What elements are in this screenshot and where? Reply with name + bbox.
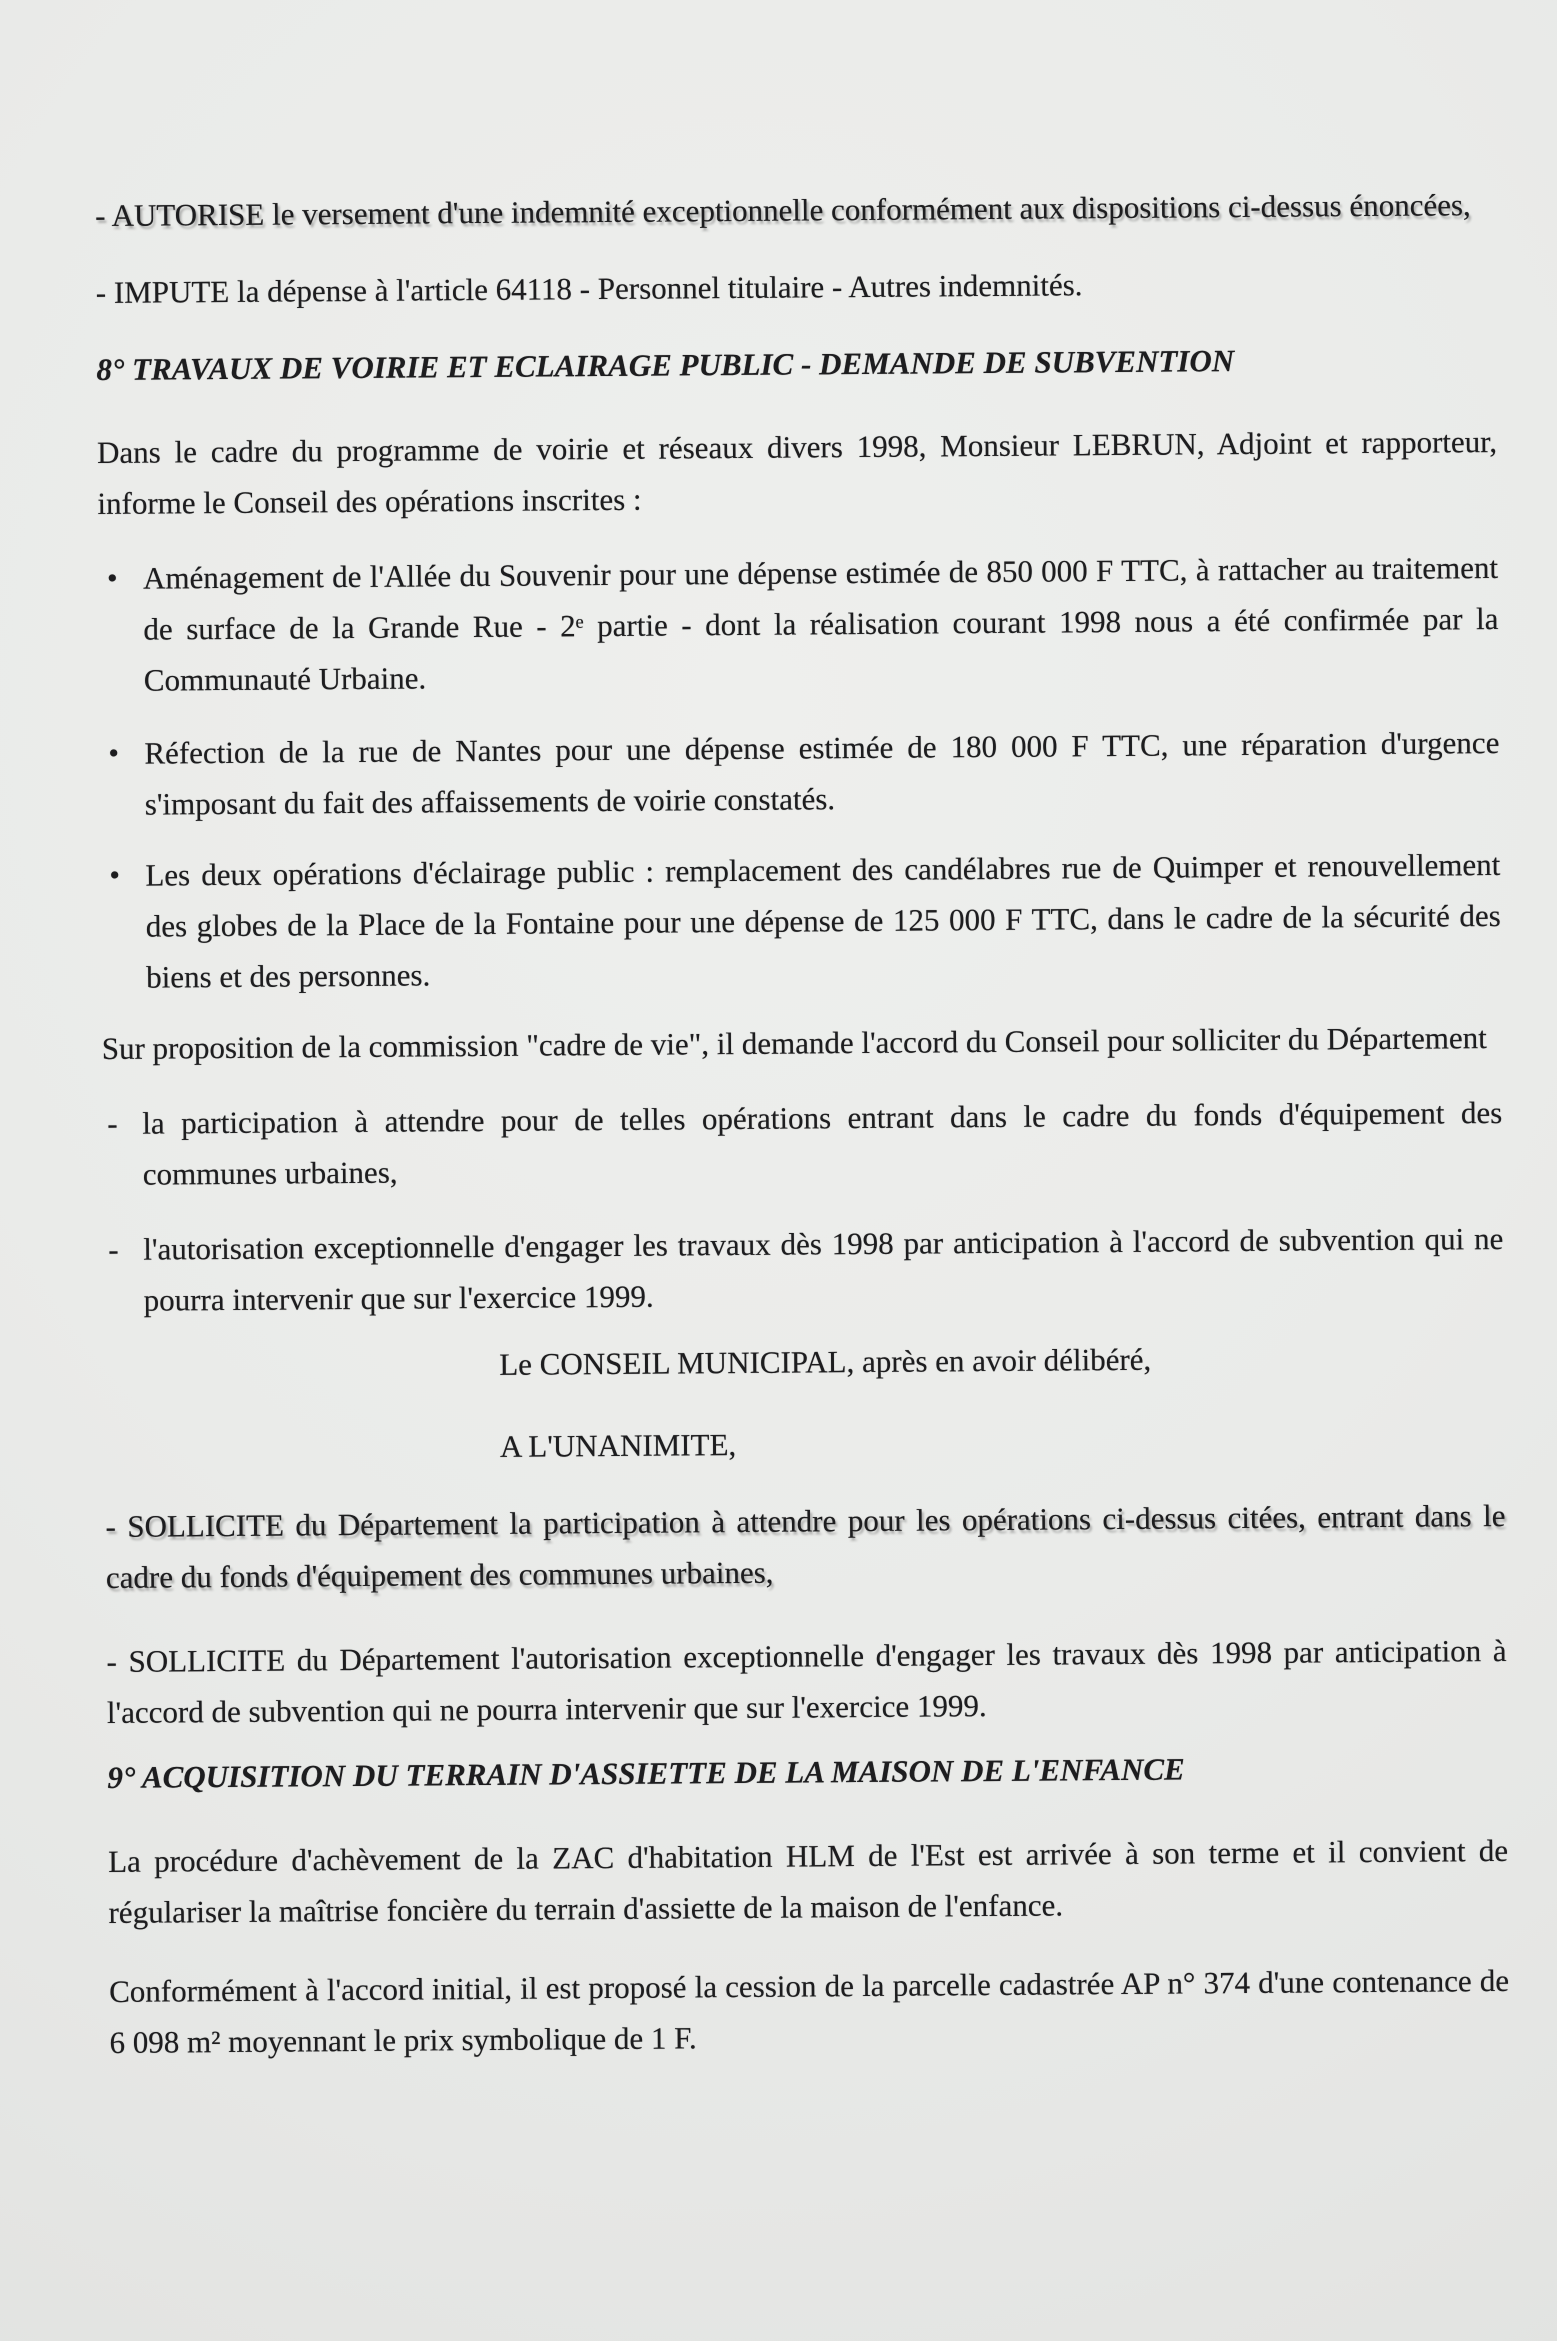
- paragraph-sollicite-autorisation: - SOLLICITE du Département l'autorisation exceptionnelle d'engager les travaux dès 1998 par anticipation à l'accord de subvention qui ne pourra intervenir que sur l'exercice 1999.: [106, 1632, 1507, 1730]
- bullet-item-text: Réfection de la rue de Nantes pour une dépense estimée de 180 000 F TTC, une réparation d'urgence s'imposant du fait des affaissements de voirie constatés.: [144, 724, 1500, 822]
- bullet-icon: •: [109, 858, 121, 892]
- section-heading-9-acquisition-terrain: 9° ACQUISITION DU TERRAIN D'ASSIETTE DE LA MAISON DE L'ENFANCE: [107, 1751, 1185, 1795]
- dash-item-text: la participation à attendre pour de telles opérations entrant dans le cadre du fonds d'équipement des communes urbaines,: [142, 1094, 1503, 1192]
- dash-icon: -: [107, 1105, 118, 1141]
- dash-item-participation-fonds: [102, 1087, 1503, 1200]
- paragraph-impute: - IMPUTE la dépense à l'article 64118 - Personnel titulaire - Autres indemnités.: [95, 267, 1083, 310]
- bullet-item-amenagement-allee-souvenir: [98, 542, 1499, 706]
- bullet-icon: •: [106, 561, 118, 595]
- paragraph-programme-voirie-intro: Dans le cadre du programme de voirie et réseaux divers 1998, Monsieur LEBRUN, Adjoint et rapporteur, informe le Conseil des opérations inscrites :: [96, 423, 1498, 521]
- dash-item-autorisation-travaux: [103, 1213, 1504, 1326]
- bullet-icon: •: [108, 736, 120, 770]
- paragraph-sollicite-participation: - SOLLICITE du Département la participation à attendre pour les opérations ci-dessus citées, entrant dans le cadre du fonds d'équipement des communes urbaines,: [105, 1497, 1506, 1595]
- bullet-item-refection-rue-nantes: [99, 717, 1500, 830]
- paragraph-sur-proposition-commission: Sur proposition de la commission "cadre de vie", il demande l'accord du Conseil pour solliciter du Département: [101, 1020, 1487, 1066]
- bullet-item-eclairage-public: [100, 839, 1501, 1003]
- document-text-body: [95, 179, 1510, 2094]
- paragraph-autorise: - AUTORISE le versement d'une indemnité exceptionnelle conformément aux dispositions ci-dessus énoncées,: [95, 187, 1471, 233]
- line-a-l-unanimite: A L'UNANIMITE,: [499, 1427, 737, 1464]
- dash-item-text: l'autorisation exceptionnelle d'engager les travaux dès 1998 par anticipation à l'accord de subvention qui ne pourra intervenir que sur l'exercice 1999.: [143, 1220, 1504, 1318]
- paragraph-procedure-zac: La procédure d'achèvement de la ZAC d'habitation HLM de l'Est est arrivée à son terme et il convient de régulariser la maîtrise foncière du terrain d'assiette de la maison de l'enfance.: [107, 1832, 1509, 1930]
- paragraph-conformement-accord-initial: Conformément à l'accord initial, il est proposé la cession de la parcelle cadastrée AP n° 374 d'une contenance de 6 098 m² moyennant le prix symbolique de 1 F.: [109, 1962, 1510, 2060]
- section-heading-8-travaux-voirie: 8° TRAVAUX DE VOIRIE ET ECLAIRAGE PUBLIC - DEMANDE DE SUBVENTION: [96, 343, 1235, 387]
- bullet-item-text: Aménagement de l'Allée du Souvenir pour une dépense estimée de 850 000 F TTC, à rattacher au traitement de surface de la Grande Rue - 2ᵉ partie - dont la réalisation courant 1998 nous a été confirmée par la Communauté Urbaine.: [142, 549, 1499, 698]
- line-conseil-municipal-delibere: Le CONSEIL MUNICIPAL, après en avoir délibéré,: [499, 1341, 1152, 1382]
- dash-icon: -: [108, 1231, 119, 1267]
- bullet-item-text: Les deux opérations d'éclairage public : remplacement des candélabres rue de Quimper et renouvellement des globes de la Place de la Fontaine pour une dépense de 125 000 F TTC, dans le cadre de la sécurité des biens et des personnes.: [145, 846, 1501, 995]
